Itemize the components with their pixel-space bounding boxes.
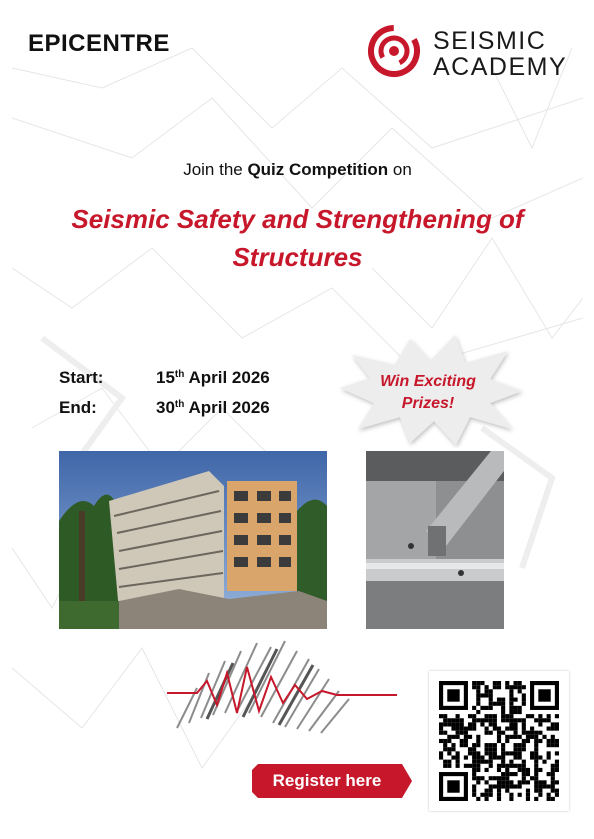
- intro-prefix: Join the: [183, 160, 248, 179]
- seismic-academy-logo: [367, 24, 577, 84]
- steel-retrofit-photo: [366, 451, 504, 629]
- qr-code-icon: [439, 681, 559, 801]
- competition-title: [32, 200, 563, 276]
- prize-line-1: Win Exciting: [380, 373, 476, 390]
- start-ordinal: th: [174, 369, 185, 380]
- logo-line-1: SEISMIC: [433, 27, 547, 55]
- start-label: Start:: [59, 368, 104, 387]
- end-day: 30: [156, 398, 175, 417]
- start-month-year: April 2026: [188, 368, 270, 387]
- prize-line-2: Prizes!: [401, 395, 455, 412]
- brand-name: EPICENTRE: [28, 30, 170, 57]
- start-date: [156, 368, 270, 388]
- start-day: 15: [156, 368, 175, 387]
- registration-qr-code[interactable]: [429, 671, 569, 811]
- seismograph-icon: [167, 633, 397, 743]
- logo-line-2: ACADEMY: [433, 53, 568, 81]
- end-label: End:: [59, 398, 97, 417]
- register-label: Register here: [272, 771, 382, 790]
- end-month-year: April 2026: [188, 398, 270, 417]
- logo-wordmark: [433, 28, 567, 80]
- register-button[interactable]: [252, 764, 412, 798]
- poster: [12, 8, 583, 828]
- intro-highlight: Quiz Competition: [247, 160, 389, 179]
- end-ordinal: th: [174, 399, 185, 410]
- target-rings-icon: [367, 24, 421, 78]
- title-line-2: Structures: [232, 242, 363, 272]
- intro-suffix: on: [388, 160, 412, 179]
- title-line-1: Seismic Safety and Strengthening of: [71, 204, 524, 234]
- collapsed-building-photo: [59, 451, 327, 629]
- prize-text: [330, 371, 526, 415]
- intro-text: [12, 160, 583, 180]
- end-date: [156, 398, 270, 418]
